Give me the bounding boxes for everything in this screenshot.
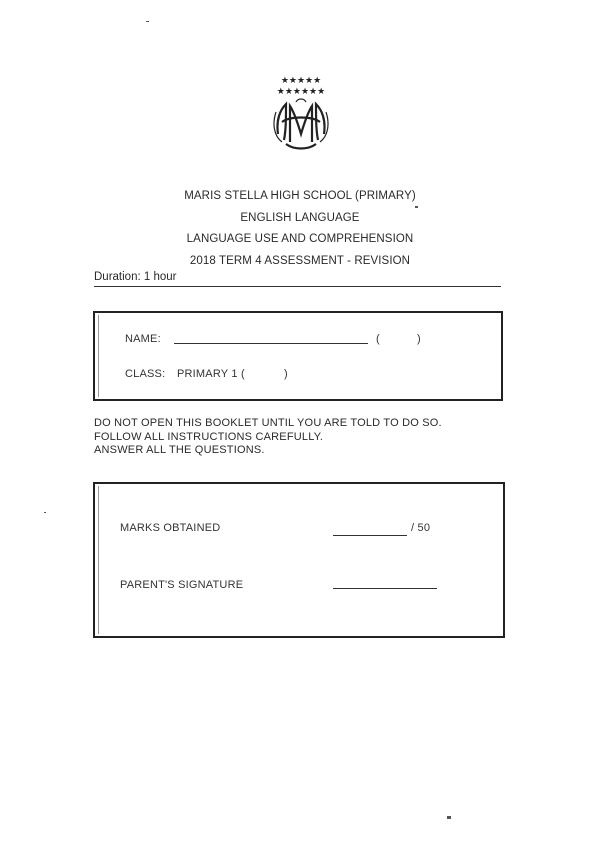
box-border-shadow — [98, 315, 99, 397]
exam-title-block — [150, 186, 450, 272]
student-details-box — [93, 311, 503, 401]
subject-name: ENGLISH LANGUAGE — [240, 211, 360, 224]
name-register-paren-open: ( — [376, 333, 380, 345]
paper-name: LANGUAGE USE AND COMPREHENSION — [186, 233, 414, 245]
assessment-name: 2018 TERM 4 ASSESSMENT - REVISION — [189, 254, 411, 267]
name-label: NAME: — [125, 333, 161, 345]
instruction-line: ANSWER ALL THE QUESTIONS. — [94, 444, 265, 456]
scan-speck — [146, 21, 149, 22]
school-crest-logo — [268, 72, 334, 152]
marks-obtained-label: MARKS OBTAINED — [120, 522, 221, 534]
class-value: PRIMARY 1 ( — [177, 368, 245, 380]
parent-signature-field[interactable] — [333, 588, 437, 589]
svg-text:★★★★★: ★★★★★ — [280, 76, 322, 86]
instruction-line: FOLLOW ALL INSTRUCTIONS CAREFULLY. — [94, 430, 324, 443]
svg-text:★★★★★★: ★★★★★★ — [276, 87, 326, 97]
scan-speck — [44, 512, 46, 513]
name-field[interactable] — [174, 343, 368, 344]
instruction-line: DO NOT OPEN THIS BOOKLET UNTIL YOU ARE TOLD TO DO SO. — [94, 417, 442, 429]
name-register-paren-close: ) — [417, 333, 421, 345]
school-name: MARIS STELLA HIGH SCHOOL (PRIMARY) — [184, 190, 416, 202]
class-paren-close: ) — [284, 368, 288, 380]
class-number-field[interactable] — [245, 366, 281, 382]
marks-total: / 50 — [411, 522, 431, 534]
register-number-field[interactable] — [384, 331, 414, 347]
scan-speck — [447, 816, 451, 819]
parent-signature-label: PARENT'S SIGNATURE — [120, 579, 244, 591]
duration-divider — [94, 286, 501, 287]
box-border-shadow — [98, 486, 99, 634]
exam-instructions — [94, 417, 442, 458]
marks-box — [93, 482, 505, 638]
duration-label: Duration: 1 hour — [94, 271, 177, 283]
marks-obtained-field[interactable] — [333, 535, 407, 536]
class-label: CLASS: — [125, 368, 166, 380]
